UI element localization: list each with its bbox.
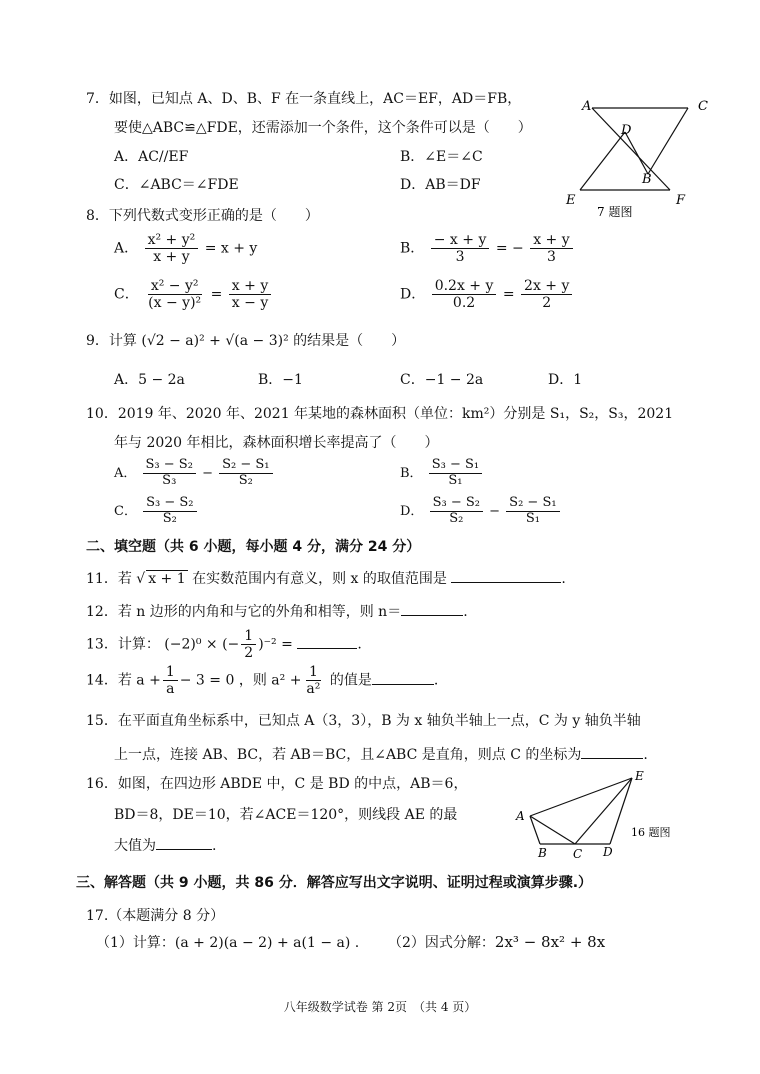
q11: 11．若 √ x + 1 在实数范围内有意义，则 x 的取值范围是 . <box>86 568 566 588</box>
q7-label-d: D <box>621 123 632 138</box>
q13-answer-blank[interactable] <box>297 634 357 649</box>
q7-label-e: E <box>566 193 576 208</box>
q13: 13．计算： (−2)⁰ × (− $\frac{1}{2}$ )⁻² = . <box>86 628 362 662</box>
q16-label-c: C <box>573 847 583 861</box>
q16-answer-blank[interactable] <box>156 835 212 850</box>
q15-line1: 15．在平面直角坐标系中，已知点 A（3，3），B 为 x 轴负半轴上一点，C 为 y 轴负半轴 <box>86 713 641 729</box>
q17-title: 17.（本题满分 8 分） <box>86 908 225 924</box>
q15-answer-blank[interactable] <box>581 744 643 759</box>
q7-option-a: A．AC//EF <box>114 149 189 165</box>
q12: 12．若 n 边形的内角和与它的外角和相等，则 n＝ . <box>86 601 468 621</box>
q9-expression: (√2 − a)² + √(a − 3)² <box>141 333 289 349</box>
q9-option-c: C．−1 − 2a <box>400 372 484 388</box>
q16-line2: BD＝8，DE＝10，若∠ACE＝120°，则线段 AE 的最 <box>114 807 458 823</box>
q15-line2: 上一点，连接 AB、BC，若 AB＝BC，且∠ABC 是直角，则点 C 的坐标为 . <box>114 744 648 764</box>
q8-option-b: B． $\frac{- x + y}{3}$ = − $\frac{x + y}{3}$ <box>400 232 575 265</box>
q16-label-d: D <box>603 845 613 859</box>
q14: 14．若 a + $\frac{1}{a}$ − 3 = 0 ，则 a² + $\frac{1}{\text{a²}}$ 的值是 . <box>86 664 439 698</box>
q16-label-a: A <box>516 809 525 823</box>
q16-label-e: E <box>635 769 644 783</box>
q9-stem: 9．计算 (√2 − a)² + √(a − 3)² 的结果是（ ） <box>86 333 406 349</box>
q12-answer-blank[interactable] <box>401 601 463 616</box>
q9-option-a: A．5 − 2a <box>114 372 185 388</box>
q7-label-a: A <box>582 99 592 114</box>
q16-figure <box>505 768 695 864</box>
q7-option-c: C．∠ABC＝∠FDE <box>114 177 239 193</box>
q17-part1: （1）计算：(a + 2)(a − 2) + a(1 − a) . <box>96 935 360 951</box>
q16-line1: 16．如图，在四边形 ABDE 中，C 是 BD 的中点，AB＝6， <box>86 776 468 792</box>
section-2-heading: 二、填空题（共 6 小题，每小题 4 分，满分 24 分） <box>86 539 421 555</box>
q16-line3: 大值为 . <box>114 835 216 855</box>
q7-label-c: C <box>698 99 708 114</box>
q10-stem-line2: 年与 2020 年相比，森林面积增长率提高了（ ） <box>114 435 439 451</box>
q9-option-b: B．−1 <box>258 372 303 388</box>
q16-figure-caption: 16 题图 <box>631 826 671 839</box>
q16-label-b: B <box>538 846 547 860</box>
q7-label-b: B <box>642 172 652 187</box>
q7-label-f: F <box>676 193 686 208</box>
q10-option-d: D． $\frac{\text{S₃ − S₂}}{\text{S₂}}$ − $\frac{\text{S₂ − S₁}}{\text{S₁}}$ <box>400 496 562 527</box>
q7-option-d: D．AB＝DF <box>400 177 481 193</box>
page-footer: 八年级数学试卷 第 2页 （共 4 页） <box>283 1000 477 1014</box>
q14-answer-blank[interactable] <box>372 670 434 685</box>
q10-option-b: B． $\frac{\text{S₃ − S₁}}{\text{S₁}}$ <box>400 458 484 489</box>
q8-option-d: D． $\frac{0.2x + y}{0.2}$ = $\frac{2x + y}{2}$ <box>400 278 574 311</box>
q11-answer-blank[interactable] <box>451 568 561 583</box>
q10-option-c: C． $\frac{\text{S₃ − S₂}}{\text{S₂}}$ <box>114 496 199 527</box>
q8-option-c: C． $\frac{\text{x² − y²}}{\text{(x − y)²}}$ = $\frac{x + y}{x - y}$ <box>114 278 273 311</box>
q7-figure-caption: 7 题图 <box>597 205 633 219</box>
q8-stem: 8．下列代数式变形正确的是（ ） <box>86 208 319 224</box>
q7-stem-line1: 7．如图，已知点 A、D、B、F 在一条直线上，AC＝EF，AD＝FB， <box>86 91 522 107</box>
section-3-heading: 三、解答题（共 9 小题，共 86 分．解答应写出文字说明、证明过程或演算步骤.） <box>76 875 593 891</box>
q9-option-d: D．1 <box>548 372 583 388</box>
q7-option-b: B．∠E＝∠C <box>400 149 483 165</box>
q10-option-a: A． $\frac{\text{S₃ − S₂}}{\text{S₃}}$ − $\frac{\text{S₂ − S₁}}{\text{S₂}}$ <box>114 458 275 489</box>
q10-stem-line1: 10．2019 年、2020 年、2021 年某地的森林面积（单位：km²）分别是 S₁，S₂，S₃，2021 <box>86 406 674 422</box>
q17-part2: （2）因式分解：2x³ − 8x² + 8x <box>388 933 606 951</box>
q8-option-a: A． $\frac{\text{x² + y²}}{x + y}$ = x + y <box>114 232 258 266</box>
q7-figure <box>560 92 720 222</box>
q7-stem-line2: 要使△ABC≌△FDE，还需添加一个条件，这个条件可以是（ ） <box>114 120 532 136</box>
